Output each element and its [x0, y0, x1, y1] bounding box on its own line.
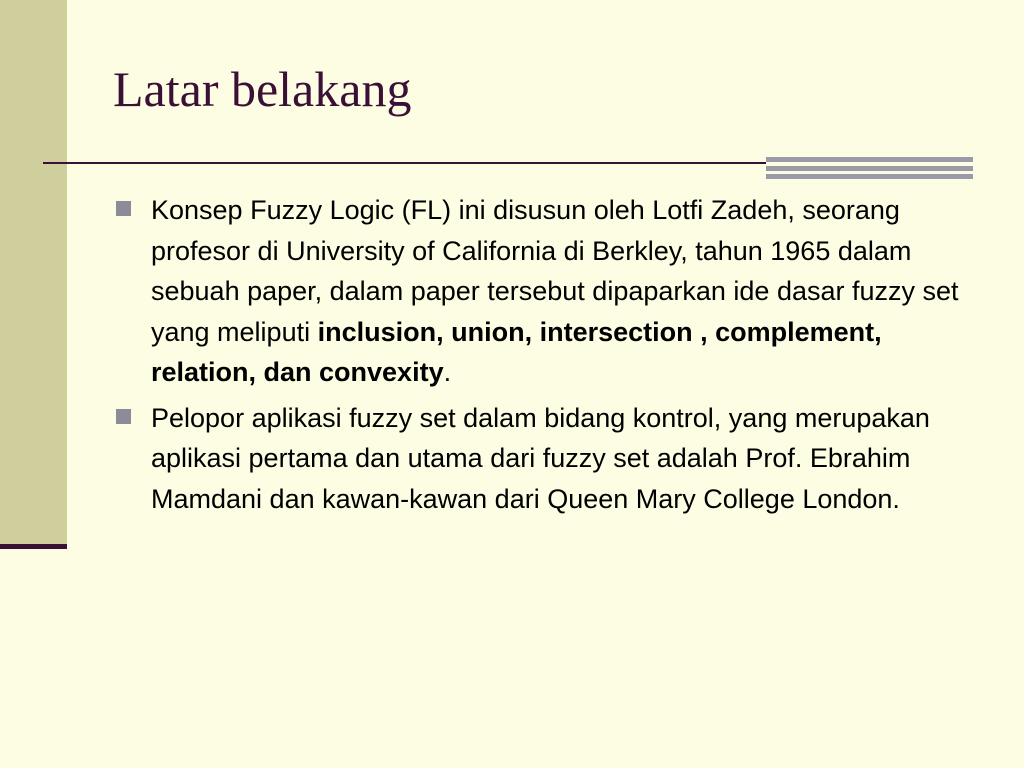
- slide-title: Latar belakang: [113, 61, 412, 117]
- bullet-segment: .: [443, 357, 452, 387]
- bullet-text: [151, 403, 930, 514]
- bullet-list: [113, 190, 973, 524]
- bullet-segment: Pelopor aplikasi fuzzy set dalam bidang kontrol, yang merupakan aplikasi pertama dan utama dari fuzzy set adalah Prof. Ebrahim Mamdani dan kawan-kawan dari Queen Mary College London.: [151, 402, 930, 514]
- bullet-item: [113, 398, 973, 520]
- side-decoration-bar: [0, 0, 67, 544]
- title-underline: [43, 162, 766, 164]
- accent-bar: [766, 166, 973, 171]
- bullet-segment-bold: inclusion, union, intersection , complement, relation, dan convexity: [151, 316, 882, 387]
- bullet-segment: Konsep Fuzzy Logic (FL) ini disusun oleh Lotfi Zadeh, seorang profesor di University of California di Berkley, tahun 1965 dalam sebuah paper, dalam paper tersebut dipaparkan ide dasar fuzzy set yang meliputi: [151, 195, 959, 347]
- accent-bars: [766, 157, 973, 179]
- bullet-item: [113, 190, 973, 393]
- square-bullet-icon: [116, 409, 131, 424]
- accent-bar: [766, 174, 973, 179]
- bullet-text: [151, 195, 959, 387]
- side-rule: [0, 544, 67, 549]
- accent-bar: [766, 157, 973, 162]
- square-bullet-icon: [116, 201, 131, 216]
